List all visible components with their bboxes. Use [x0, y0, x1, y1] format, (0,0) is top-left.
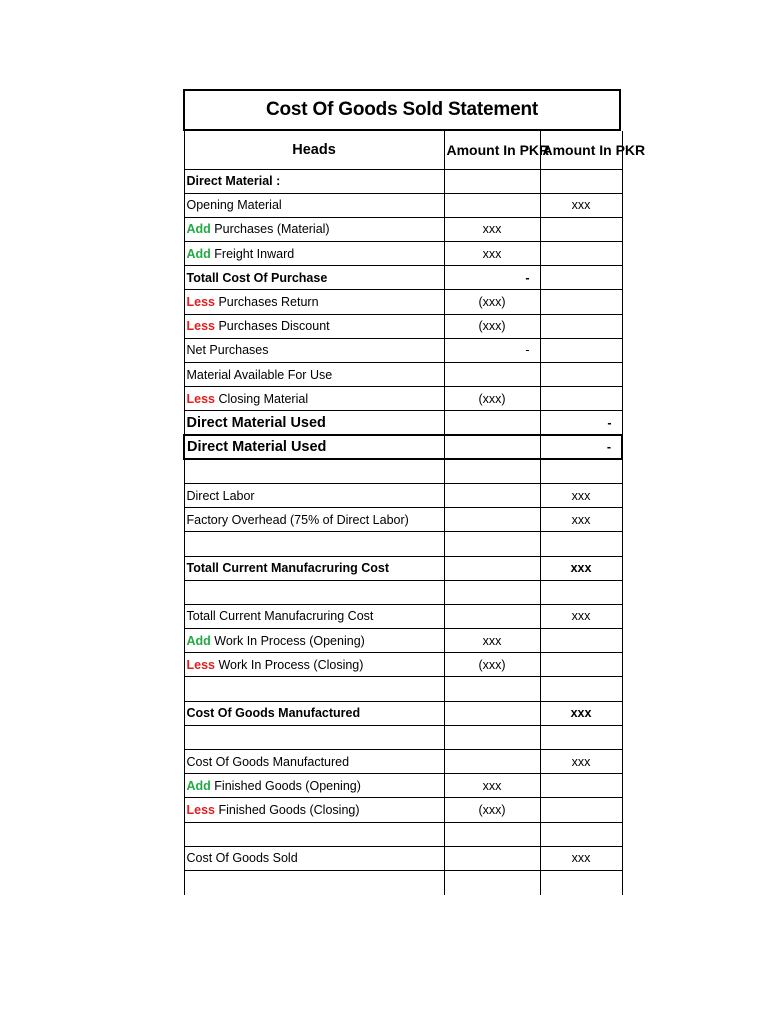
table-row	[184, 338, 622, 362]
amount-cell-2	[540, 725, 622, 749]
amount-cell-1: -	[444, 266, 540, 290]
statement-table	[183, 131, 646, 895]
amount-cell-2: xxx	[540, 701, 622, 725]
table-row	[184, 314, 622, 338]
amount-cell-2	[540, 338, 622, 362]
row-label: Opening Material	[186, 198, 282, 213]
amount-cell-1: xxx	[444, 774, 540, 798]
add-prefix: Add	[186, 633, 211, 648]
row-label: Direct Material Used	[187, 439, 327, 456]
row-head	[184, 677, 444, 701]
table-row	[184, 604, 622, 628]
amount-cell-2: xxx	[540, 508, 622, 532]
table-row	[184, 217, 622, 241]
row-label: Cost Of Goods Sold	[186, 851, 298, 866]
table-row	[184, 459, 622, 483]
amount-cell-1	[444, 604, 540, 628]
table-row	[184, 508, 622, 532]
row-head	[184, 725, 444, 749]
amount-cell-1: (xxx)	[444, 314, 540, 338]
row-head	[184, 822, 444, 846]
amount-cell-1: xxx	[444, 217, 540, 241]
table-row	[184, 701, 622, 725]
row-head	[184, 363, 444, 387]
amount-cell-1: (xxx)	[444, 798, 540, 822]
row-head	[184, 483, 444, 507]
row-label: Material Available For Use	[186, 367, 333, 382]
add-prefix: Add	[186, 778, 211, 793]
amount-cell-2: -	[540, 411, 622, 435]
amount-cell-2: xxx	[540, 846, 622, 870]
table-row	[184, 846, 622, 870]
row-label: Work In Process (Closing)	[215, 657, 364, 672]
table-row	[184, 580, 622, 604]
amount-cell-1	[444, 483, 540, 507]
amount-cell-1	[444, 701, 540, 725]
row-label: Cost Of Goods Manufactured	[186, 706, 361, 721]
add-prefix: Add	[186, 246, 211, 261]
table-row	[184, 870, 622, 894]
table-row	[184, 483, 622, 507]
table-row	[184, 411, 622, 435]
amount-cell-2	[540, 290, 622, 314]
cogs-statement-sheet	[183, 89, 646, 895]
table-row	[184, 532, 622, 556]
table-row	[184, 435, 622, 459]
table-row	[184, 290, 622, 314]
amount-cell-1: (xxx)	[444, 653, 540, 677]
amount-cell-2	[540, 217, 622, 241]
amount-cell-1	[444, 846, 540, 870]
table-row	[184, 193, 622, 217]
amount-cell-2	[540, 580, 622, 604]
row-head	[184, 411, 444, 435]
amount-cell-2	[540, 774, 622, 798]
row-head	[184, 217, 444, 241]
table-row	[184, 653, 622, 677]
row-head	[184, 338, 444, 362]
table-row	[184, 363, 622, 387]
amount-header-2: Amount In PKR	[540, 131, 622, 169]
row-head	[184, 508, 444, 532]
row-head	[184, 870, 444, 894]
table-row	[184, 677, 622, 701]
amount-cell-1	[444, 193, 540, 217]
amount-cell-2	[540, 363, 622, 387]
amount-cell-1	[444, 532, 540, 556]
less-prefix: Less	[186, 802, 215, 817]
table-row	[184, 750, 622, 774]
less-prefix: Less	[186, 657, 215, 672]
amount-cell-1	[444, 822, 540, 846]
less-prefix: Less	[186, 319, 215, 334]
table-row	[184, 266, 622, 290]
row-head	[184, 774, 444, 798]
amount-cell-1	[444, 556, 540, 580]
row-label: Factory Overhead (75% of Direct Labor)	[186, 512, 409, 527]
amount-cell-1: xxx	[444, 242, 540, 266]
row-label: Cost Of Goods Manufactured	[186, 754, 350, 769]
amount-cell-2	[540, 314, 622, 338]
row-head	[184, 629, 444, 653]
amount-cell-1	[444, 459, 540, 483]
table-row	[184, 798, 622, 822]
row-head	[184, 701, 444, 725]
table-row	[184, 242, 622, 266]
amount-cell-1	[444, 870, 540, 894]
row-head	[184, 193, 444, 217]
row-label: Totall Cost Of Purchase	[186, 270, 328, 285]
row-head	[184, 290, 444, 314]
amount-cell-2	[540, 169, 622, 193]
amount-cell-2: xxx	[540, 556, 622, 580]
row-label: Finished Goods (Closing)	[215, 802, 360, 817]
amount-cell-2	[540, 677, 622, 701]
header-row	[184, 131, 622, 169]
row-label: Direct Material :	[186, 174, 281, 189]
amount-cell-2	[540, 387, 622, 411]
amount-cell-1	[444, 580, 540, 604]
row-head	[184, 266, 444, 290]
heads-header: Heads	[184, 131, 444, 169]
row-label: Purchases Return	[215, 295, 319, 310]
row-label: Direct Labor	[186, 488, 255, 503]
row-label: Purchases (Material)	[210, 222, 330, 237]
row-label: Totall Current Manufacruring Cost	[186, 609, 374, 624]
row-label: Freight Inward	[210, 246, 295, 261]
amount-cell-2: xxx	[540, 750, 622, 774]
row-label: Direct Material Used	[186, 414, 326, 431]
amount-cell-1	[444, 508, 540, 532]
row-label: Finished Goods (Opening)	[210, 778, 361, 793]
row-label: Totall Current Manufacruring Cost	[186, 561, 390, 576]
row-head	[184, 750, 444, 774]
amount-cell-1	[444, 677, 540, 701]
amount-cell-1	[444, 750, 540, 774]
row-head	[184, 846, 444, 870]
table-row	[184, 169, 622, 193]
row-label: Net Purchases	[186, 343, 269, 358]
amount-cell-1	[444, 169, 540, 193]
amount-header-1: Amount In PKR	[444, 131, 540, 169]
row-label: Work In Process (Opening)	[210, 633, 365, 648]
amount-cell-2	[540, 653, 622, 677]
amount-cell-1	[444, 435, 540, 459]
amount-cell-2: xxx	[540, 483, 622, 507]
amount-cell-1: xxx	[444, 629, 540, 653]
amount-cell-2	[540, 242, 622, 266]
amount-cell-2	[540, 532, 622, 556]
less-prefix: Less	[186, 295, 215, 310]
amount-cell-2: -	[540, 435, 622, 459]
table-row	[184, 725, 622, 749]
amount-cell-2	[540, 629, 622, 653]
amount-cell-2	[540, 459, 622, 483]
statement-title: Cost Of Goods Sold Statement	[183, 89, 621, 131]
amount-cell-2: xxx	[540, 193, 622, 217]
row-head	[184, 314, 444, 338]
amount-cell-2	[540, 870, 622, 894]
row-head	[184, 387, 444, 411]
row-head	[184, 604, 444, 628]
amount-cell-1	[444, 725, 540, 749]
table-row	[184, 774, 622, 798]
row-label: Closing Material	[215, 391, 309, 406]
row-head	[184, 435, 444, 459]
table-row	[184, 556, 622, 580]
amount-cell-2	[540, 822, 622, 846]
row-head	[184, 580, 444, 604]
amount-cell-1: (xxx)	[444, 387, 540, 411]
row-head	[184, 169, 444, 193]
table-row	[184, 387, 622, 411]
amount-cell-2	[540, 266, 622, 290]
row-head	[184, 242, 444, 266]
amount-cell-1: (xxx)	[444, 290, 540, 314]
amount-cell-1	[444, 411, 540, 435]
amount-cell-2	[540, 798, 622, 822]
row-head	[184, 459, 444, 483]
row-label: Purchases Discount	[215, 319, 330, 334]
table-row	[184, 822, 622, 846]
row-head	[184, 798, 444, 822]
table-row	[184, 629, 622, 653]
row-head	[184, 556, 444, 580]
amount-cell-1: -	[444, 338, 540, 362]
amount-cell-2: xxx	[540, 604, 622, 628]
row-head	[184, 532, 444, 556]
add-prefix: Add	[186, 222, 211, 237]
row-head	[184, 653, 444, 677]
less-prefix: Less	[186, 391, 215, 406]
amount-cell-1	[444, 363, 540, 387]
